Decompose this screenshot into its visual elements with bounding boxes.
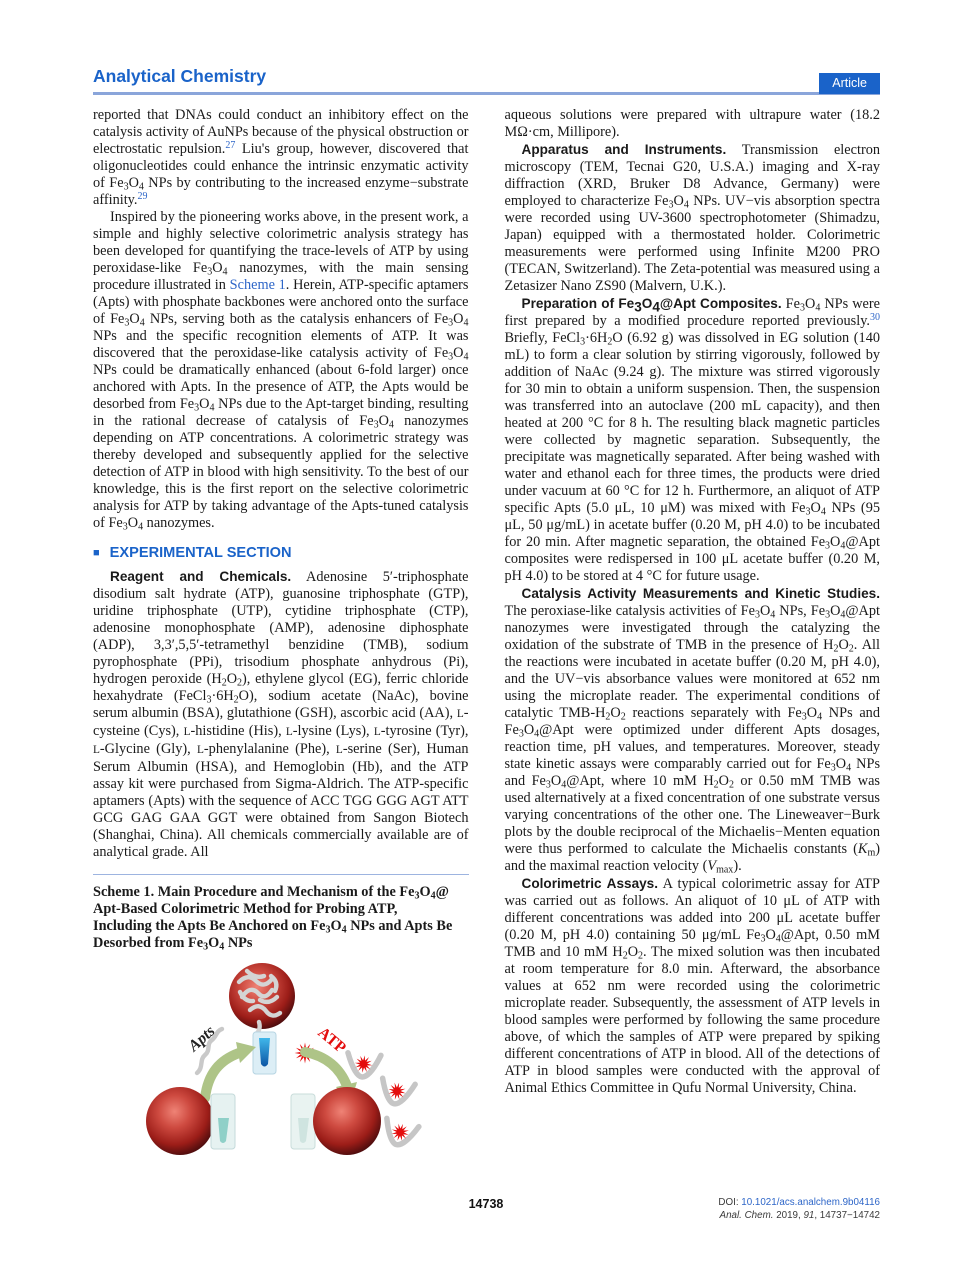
scheme-graphic	[93, 958, 468, 1173]
para-reagents: Reagent and Chemicals. Adenosine 5′-triphosphate disodium salt hydrate (ATP), guanosine triphosphate (GTP), uridine triphosphate (UTP), cytidine triphosphate (CTP), adenosine monophosphate (AMP), adenosine diphosphate (ADP), 3,3′,5,5′-tetramethyl benzidine (TMB), sodium pyrophosphate (PPi), trisodium phosphate anhydrous (Pi), hydrogen peroxide $(H_2O_2)$, ethylene glycol (EG), ferric chloride hexahydrate $(FeCl_3\cdot 6H_2O)$, sodium acetate (NaAc), bovine serum albumin (BSA), glutathione (GSH), ascorbic acid (AA), L-cysteine (Cys), L-histidine (His), L-lysine (Lys), L-tyrosine (Tyr), L-Glycine (Gly), L-phenylalanine (Phe), L-serine (Ser), Human Serum Albumin (HSA), and Hemoglobin (Hb), and the ATP assay kit were purchased from Sigma-Aldrich. The ATP-specific aptamers (Apts) with the sequence of ACC TGG GGG AGT ATT GCG GAG GAA GGT were obtained from Sangon Biotech (Shanghai, China). All chemicals commercially available are of analytical grade. All	[93, 569, 469, 860]
cuvette-blue-icon	[253, 1032, 276, 1074]
doi-block	[718, 1197, 880, 1222]
section-square-icon: ■	[93, 546, 100, 559]
journal-title: Analytical Chemistry	[93, 66, 267, 86]
inline-link[interactable]: Scheme 1	[229, 277, 286, 293]
para-aqueous: aqueous solutions were prepared with ultrapure water (18.2 MΩ·cm, Millipore).	[504, 107, 880, 140]
article-body	[93, 107, 880, 1178]
para-preparation: Preparation of $Fe_3O_4@Apt$ Composites. $Fe_3O_4$ NPs were first prepared by a modified procedure reported previously.$^{30}$ Briefly, $FeCl_3\cdot 6H_2O$ (6.92 g) was dissolved in EG solution (140 mL) to form a clear solution by stirring vigorously, followed by addition of NaAc (9.24 g). The mixture was stirred vigorously for 30 min to obtain a uniform suspension. Then, the suspension was transferred into an autoclave (200 mL capacity), and then heated at 200 °C for 8 h. The resulting black magnetic particles were collected by magnetic separation. Subsequently, the precipitate was magnetically separated. After being washed with water and ethanol each for three times, the products were dried under vacuum at 60 °C for 12 h. Furthermore, an aliquot of ATP specific Apts (5.0 μL, 10 μM) was mixed with $Fe_3O_4$ NPs (95 μL, 50 μg/mL) in acetate buffer (0.20 M, pH 4.0) to be incubated for 20 min. After magnetic separation, the obtained $Fe_3O_4@Apt$ composites were redispersed in 100 μL acetate buffer (0.20 M, pH 4.0) to be stored at 4 °C for future usage.	[504, 296, 880, 584]
article-badge: Article	[819, 73, 880, 94]
doi-line: DOI: 10.1021/acs.analchem.9b04116	[718, 1197, 880, 1208]
fe3o4-apt-sphere	[229, 963, 295, 1033]
scheme-figure	[93, 958, 469, 1178]
section-title: EXPERIMENTAL SECTION	[109, 545, 292, 561]
citation-line: Anal. Chem. 2019, 91, 14737−14742	[719, 1209, 880, 1221]
atp-label: ATP	[314, 1024, 349, 1057]
inline-link[interactable]: 10.1021/acs.analchem.9b04116	[741, 1197, 880, 1208]
fe3o4-sphere-2	[313, 1087, 381, 1155]
para-colorimetric: Colorimetric Assays. A typical colorimetric assay for ATP was carried out as follows. An aliquot of 10 μL of ATP with different concentrations was added into 200 μL acetate buffer (0.20 M, pH 4.0) containing 50 μg/mL $Fe_3O_4@Apt$, 0.50 mM TMB and 10 mM $H_2O_2$. The mixed solution was then incubated at room temperature for 8.0 min. Afterward, the absorbance values at 652 nm were recorded using the colorimetric microplate reader. Subsequently, the assessment of ATP levels in blood samples were performed by following the same procedure above, of which the samples of ATP were prepared by spiking different concentrations of ATP in blood. All of the detections of ATP in blood samples were conducted with the approval of Animal Ethics Committee in Qufu Normal University, China.	[504, 876, 881, 1096]
scheme-caption: Scheme 1. Main Procedure and Mechanism of the $Fe_3O_4@$ Apt-Based Colorimetric Method for Probing ATP, Including the Apts Be Anchored on $Fe_3O_4$ NPs and Apts Be Desorbed from $Fe_3O_4$ NPs	[93, 884, 453, 953]
ref-link[interactable]: 29	[137, 191, 148, 202]
apts-label: Apts	[185, 1022, 219, 1055]
para-apparatus: Apparatus and Instruments. Transmission electron microscopy (TEM, Tecnai G20, U.S.A.) imaging and X-ray diffraction (XRD, Bruker D8 Advance, Germany) were employed to characterize $Fe_3O_4$ NPs. UV−vis absorption spectra were recorded using UV-3600 spectrophotometer (Shimadzu, Japan) equipped with a thermostated holder. Colorimetric measurements were performed using Infinite M200 PRO (TECAN, Switzerland). The Zeta-potential was measured using a Zetasizer Nano ZS90 (Malvern, U.K.).	[504, 142, 880, 294]
ref-link[interactable]: 27	[225, 140, 236, 151]
ref-link[interactable]: 30	[870, 312, 880, 323]
cuvette-teal-icon	[211, 1094, 235, 1149]
para-intro-continued: reported that DNAs could conduct an inhibitory effect on the catalysis activity of AuNPs because of the physical obstruction or electrostatic repulsion.$^{27}$ Liu's group, however, discovered that oligonucleotides could enhance the intrinsic enzymatic activity of $Fe_3O_4$ NPs by contributing to the increased enzyme−substrate affinity.$^{29}$	[93, 107, 469, 208]
fe3o4-sphere	[146, 1087, 214, 1155]
cuvette-pale-icon	[291, 1094, 315, 1149]
page-header	[93, 66, 880, 95]
para-catalysis: Catalysis Activity Measurements and Kinetic Studies. The peroxiase-like catalysis activities of $Fe_3O_4$ NPs, $Fe_3O_4@Apt$ nanozymes were investigated through the catalyzing the oxidation of the substrate of TMB in the presence of $H_2O_2$. All the reactions were incubated in acetate buffer (0.20 M, pH 4.0), and the UV−vis absorbance values were monitored at 652 nm using the microplate reader. The experimental conditions of catalytic TMB-$H_2O_2$ reactions separately with $Fe_3O_4$ NPs and $Fe_3O_4@Apt$ were optimized under different Apts dosages, reaction time, pH values, and temperatures. Moreover, steady state kinetic assays were comparably carried out for $Fe_3O_4$ NPs and $Fe_3O_4@Apt$, where 10 mM $H_2O_2$ or 0.50 mM TMB was used alternatively at a fixed concentration of one substrate versus varying concentrations of the other one. The Lineweaver−Burk plots by the double reciprocal of the Michaelis−Menten equation were thus performed to calculate the Michaelis constants $(K_m)$ and the maximal reaction velocity $(V_{max})$.	[504, 586, 881, 876]
right-column	[505, 107, 881, 1178]
apts-anchoring-arrow	[205, 1042, 256, 1098]
page-number: 14738	[468, 1197, 504, 1211]
left-column	[93, 107, 469, 1178]
section-heading-experimental	[93, 545, 469, 561]
para-inspired: Inspired by the pioneering works above, in the present work, a simple and highly selective colorimetric analysis strategy has been developed for quantifying the trace-levels of ATP by using peroxidase-like $Fe_3O_4$ nanozymes, with the main sensing procedure illustrated in Scheme 1. Herein, ATP-specific aptamers (Apts) with phosphate backbones were anchored onto the surface of $Fe_3O_4$ NPs, serving both as the catalysis enhancers of $Fe_3O_4$ NPs and the specific recognition elements of ATP. It was discovered that the peroxidase-like catalysis activity of $Fe_3O_4$ NPs could be dramatically enhanced (about 6-fold larger) once anchored with Apts. In the presence of ATP, the Apts would be desorbed from $Fe_3O_4$ NPs due to the Apt-target binding, resulting in the rational decrease of catalysis of $Fe_3O_4$ nanozymes depending on ATP concentrations. A colorimetric strategy was thereby developed and subsequently applied for the selective detection of ATP in blood with high sensitivity. To the best of our knowledge, this is the first report on the selective colorimetric analysis for ATP by taking advantage of the Apts-tuned catalysis of $Fe_3O_4$ nanozymes.	[93, 209, 469, 533]
scheme-divider	[93, 874, 469, 875]
